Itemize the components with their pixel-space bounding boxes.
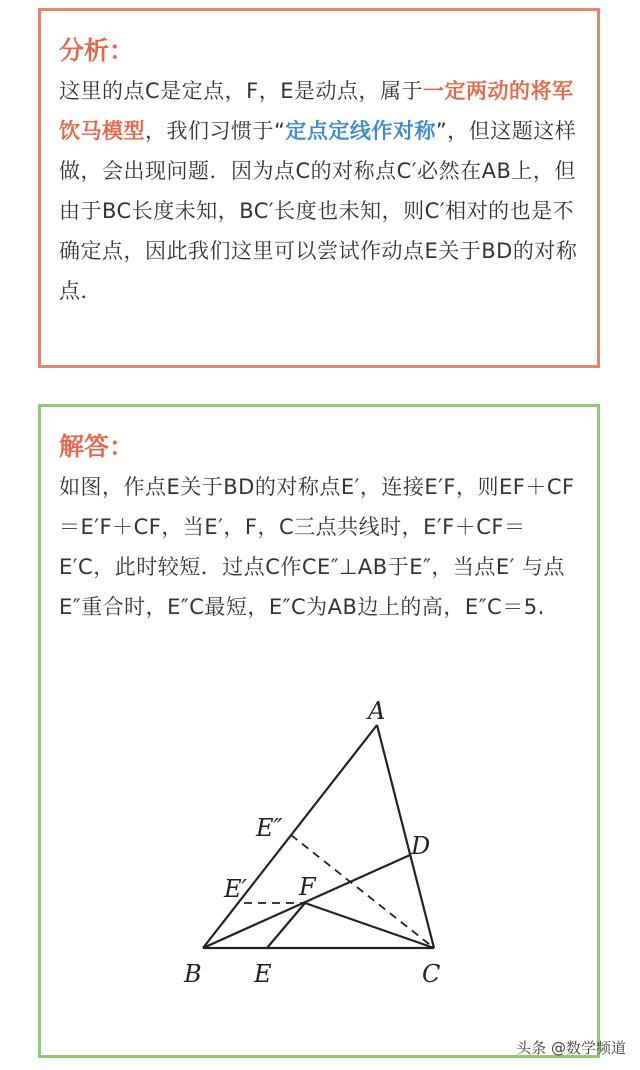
label-e-double-prime: E″ — [256, 814, 283, 842]
label-b: B — [184, 960, 202, 988]
watermark: 头条 @数学频道 — [516, 1039, 626, 1057]
analysis-text-part3: ”，但这题这样做，会出现问题．因为点C的对称点C′必然在AB上，但由于BC长度未知，BC′长度也未知，则C′相对的也是不确定点，因此我们这里可以尝试作动点E关于BD的对称点． — [59, 119, 578, 303]
analysis-panel — [38, 8, 600, 368]
solution-panel — [38, 404, 600, 1058]
label-d: D — [411, 832, 431, 860]
analysis-heading: 分析： — [59, 36, 135, 65]
analysis-text-part2: ，我们习惯于“ — [145, 119, 286, 143]
analysis-text — [59, 71, 579, 311]
label-e: E — [254, 960, 272, 988]
analysis-highlight-model: 一定两动的将军饮马模型 — [59, 79, 574, 143]
segment-fc — [305, 903, 434, 948]
label-c: C — [422, 960, 441, 988]
label-a: A — [368, 697, 386, 725]
analysis-text-part1: 这里的点C是定点，F，E是动点，属于 — [59, 79, 424, 103]
geometry-figure — [41, 697, 597, 1017]
analysis-highlight-method: 定点定线作对称 — [285, 119, 436, 143]
label-f: F — [299, 873, 316, 901]
label-e-prime: E′ — [224, 875, 247, 903]
solution-heading: 解答： — [59, 432, 135, 461]
solution-text: 如图，作点E关于BD的对称点E′，连接E′F，则EF＋CF＝E′F＋CF，当E′，F，C三点共线时，E′F＋CF＝E′C，此时较短．过点C作CE″⊥AB于E″，当点E′ 与点E″重合时，E″C最短，E″C为AB边上的高，E″C＝5. — [59, 475, 575, 619]
segment-ab — [203, 725, 377, 948]
